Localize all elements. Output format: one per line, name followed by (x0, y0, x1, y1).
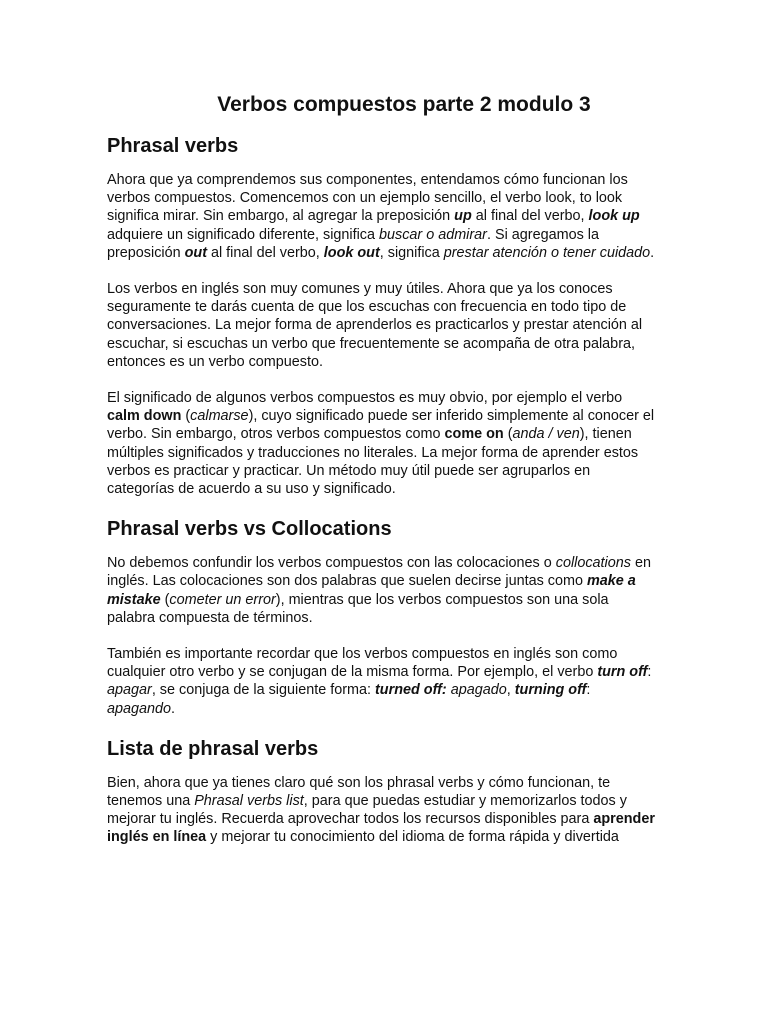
paragraph: Los verbos en inglés son muy comunes y muy útiles. Ahora que ya los conoces seguramente te darás cuenta de que los escuchas con frecuencia en todo tipo de conversaciones. La mejor forma de aprenderlos es practicarlos y prestar atención al escuchar, si escuchas un verbo que frecuentemente se acompaña de otra palabra, entonces es un verbo compuesto. (107, 281, 643, 370)
section-heading-lista-de-phrasal-verbs: Lista de phrasal verbs (107, 737, 319, 760)
section-heading-phrasal-verbs-vs-collocations: Phrasal verbs vs Collocations (107, 518, 392, 541)
paragraph: Ahora que ya comprendemos sus componentes, entendamos cómo funcionan los verbos compuestos. Comencemos con un ejemplo sencillo, el verbo look, to look significa mirar. Sin embargo, al agregar la preposición up al final del verbo, look up adquiere un significado diferente, significa buscar o admirar. Si agregamos la preposición out al final del verbo, look out, significa prestar atención o tener cuidado. (107, 172, 655, 261)
paragraph: Bien, ahora que ya tienes claro qué son los phrasal verbs y cómo funcionan, te tenemos una Phrasal verbs list, para que puedas estudiar y memorizarlos todos y mejorar tu inglés. Recuerda aprovechar todos los recursos disponibles para aprender inglés en línea y mejorar tu conocimiento del idioma de forma rápida y divertida (107, 774, 655, 846)
paragraph: También es importante recordar que los verbos compuestos en inglés son como cualquier otro verbo y se conjugan de la misma forma. Por ejemplo, el verbo turn off: apagar, se conjuga de la siguiente forma: turned off: apagado, turning off: apagando. (107, 646, 652, 717)
document-title: Verbos compuestos parte 2 modulo 3 (217, 93, 591, 116)
paragraph: El significado de algunos verbos compuestos es muy obvio, por ejemplo el verbo calm down (calmarse), cuyo significado puede ser inferido simplemente al conocer el verbo. Sin embargo, otros verbos compuestos como come on (anda / ven), tienen múltiples significados y traducciones no literales. La mejor forma de aprender estos verbos es practicar y practicar. Un método muy útil puede ser agruparlos en categorías de acuerdo a su uso y significado. (107, 390, 655, 498)
section-heading-phrasal-verbs: Phrasal verbs (107, 135, 239, 157)
paragraph: No debemos confundir los verbos compuestos con las colocaciones o collocations en inglés. Las colocaciones son dos palabras que suelen decirse juntas como make a mistake (cometer un error), mientras que los verbos compuestos son una sola palabra compuesta de términos. (107, 555, 651, 626)
